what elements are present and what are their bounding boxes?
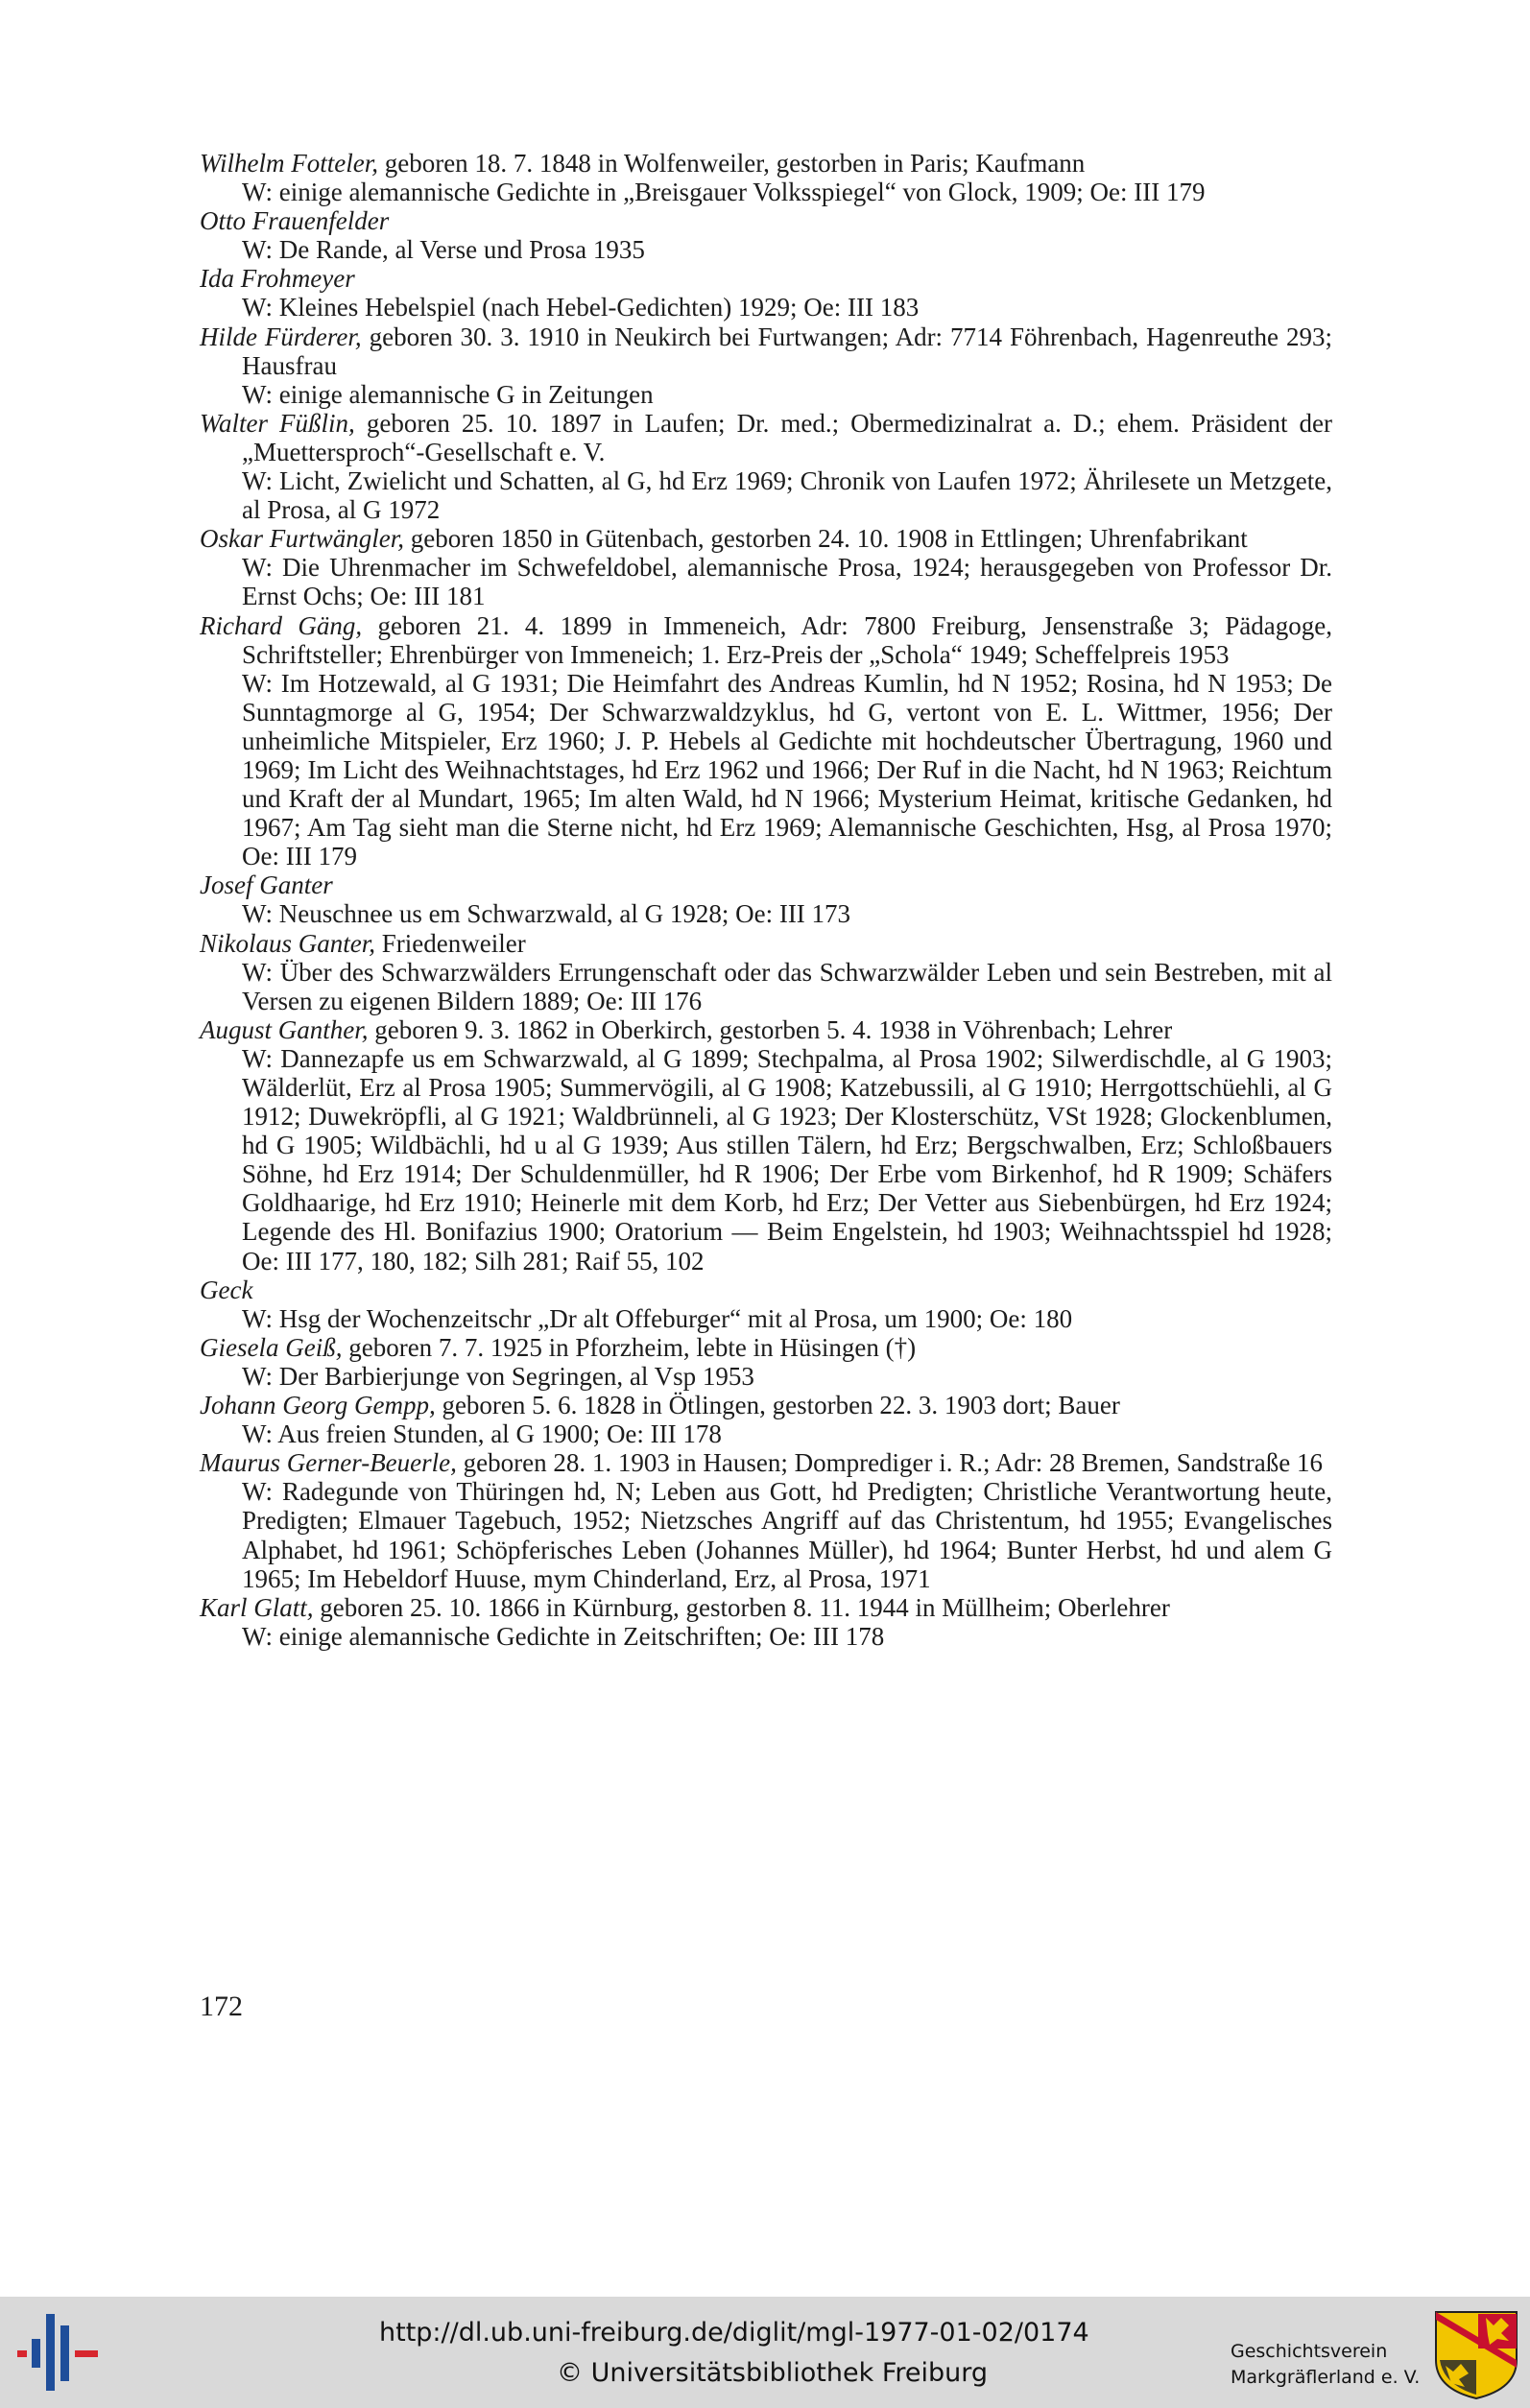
author-name: Ida Frohmeyer (200, 264, 355, 294)
works-list: W: einige alemannische G in Zeitungen (242, 379, 654, 409)
author-heading (200, 409, 1332, 466)
works-list: W: Aus freien Stunden, al G 1900; Oe: III 178 (242, 1419, 722, 1449)
author-name: Josef Ganter (200, 870, 333, 900)
author-entry (200, 1333, 1332, 1391)
author-entry (200, 264, 1332, 322)
author-entry (200, 149, 1332, 206)
works-list: W: De Rande, al Verse und Prosa 1935 (242, 235, 645, 265)
works-list: W: Neuschnee us em Schwarzwald, al G 1928; Oe: III 173 (242, 899, 851, 929)
society-line-1: Geschichtsverein (1231, 2341, 1388, 2362)
author-details: geboren 9. 3. 1862 in Oberkirch, gestorben 5. 4. 1938 in Vöhrenbach; Lehrer (368, 1014, 1173, 1044)
works-list: W: Hsg der Wochenzeitschr „Dr alt Offeburger“ mit al Prosa, um 1900; Oe: 180 (242, 1303, 1073, 1333)
society-line-2: Markgräflerland e. V. (1231, 2367, 1421, 2388)
author-details: geboren 1850 in Gütenbach, gestorben 24. 10. 1908 in Ettlingen; Uhrenfabrikant (404, 524, 1248, 554)
author-heading (200, 524, 1332, 553)
author-details: geboren 28. 1. 1903 in Hausen; Domprediger i. R.; Adr: 28 Bremen, Sandstraße 16 (456, 1448, 1323, 1478)
author-name: Richard Gäng, (200, 610, 363, 640)
author-details: geboren 7. 7. 1925 in Pforzheim, lebte in Hüsingen (†) (342, 1332, 917, 1362)
author-name: Oskar Furtwängler, (200, 524, 405, 554)
works-list: W: einige alemannische Gedichte in „Breisgauer Volksspiegel“ von Glock, 1909; Oe: III 179 (242, 178, 1206, 207)
author-entry (200, 1593, 1332, 1651)
author-heading (200, 929, 1332, 958)
author-details: geboren 21. 4. 1899 in Immeneich, Adr: 7800 Freiburg, Jensenstraße 3; Pädagoge, Schriftsteller; Ehrenbürger von Immeneich; 1. Erz-Preis der „Schola“ 1949; Scheffelpreis 1953 (242, 610, 1332, 669)
author-name: Giesela Geiß, (200, 1332, 343, 1362)
author-name: Nikolaus Ganter, (200, 928, 376, 958)
page-number: 172 (200, 1991, 243, 2022)
markgraeflerland-crest-icon (1434, 2310, 1518, 2400)
author-entry (200, 322, 1332, 409)
works-list: W: Dannezapfe us em Schwarzwald, al G 1899; Stechpalma, al Prosa 1902; Silwerdischdle, al G 1903; Wälderlüt, Erz al Prosa 1905; Summervögili, al G 1908; Katzebussili, al G 1910; Herrgottschüehli, al G 1912; Duwekröpfli, al G 1921; Waldbrünneli, al G 1923; Der Klosterschütz, VSt 1928; Glockenblumen, hd G 1905; Wildbächli, hd u al G 1939; Aus stillen Tälern, hd Erz; Bergschwalben, Erz; Schloßbauers Söhne, hd Erz 1914; Der Schuldenmüller, hd R 1906; Der Erbe vom Birkenhof, hd R 1909; Schäfers Goldhaarige, hd Erz 1910; Heinerle mit dem Korb, hd Erz; Der Vetter aus Siebenbürgen, hd Erz 1924; Legende des Hl. Bonifazius 1900; Oratorium — Beim Engelstein, hd 1903; Weihnachtsspiel hd 1928; Oe: III 177, 180, 182; Silh 281; Raif 55, 102 (242, 1043, 1332, 1276)
copyright-text: © Universitätsbibliothek Freiburg (557, 2358, 989, 2388)
author-name: Maurus Gerner-Beuerle, (200, 1448, 457, 1478)
footer-bar (0, 2297, 1530, 2408)
author-heading (200, 206, 1332, 235)
author-heading (200, 264, 1332, 293)
author-details: geboren 30. 3. 1910 in Neukirch bei Furtwangen; Adr: 7714 Föhrenbach, Hagenreuthe 293; Hausfrau (242, 322, 1332, 380)
author-heading (200, 1391, 1332, 1419)
author-details: Friedenweiler (375, 928, 526, 958)
author-entry (200, 1448, 1332, 1592)
author-name: Geck (200, 1275, 253, 1304)
works-list: W: Über des Schwarzwälders Errungenschaft oder das Schwarzwälder Leben und sein Bestreben, mit al Versen zu eigenen Bildern 1889; Oe: III 176 (242, 957, 1332, 1015)
works-list: W: Kleines Hebelspiel (nach Hebel-Gedichten) 1929; Oe: III 183 (242, 293, 920, 322)
author-entry (200, 870, 1332, 928)
author-heading (200, 322, 1332, 380)
author-name: Karl Glatt, (200, 1592, 314, 1622)
author-heading (200, 1015, 1332, 1044)
works-list: W: einige alemannische Gedichte in Zeitschriften; Oe: III 178 (242, 1621, 885, 1651)
author-details: geboren 5. 6. 1828 in Ötlingen, gestorben 22. 3. 1903 dort; Bauer (435, 1391, 1120, 1420)
author-name: August Ganther, (200, 1014, 369, 1044)
author-heading (200, 1448, 1332, 1477)
author-details: geboren 25. 10. 1897 in Laufen; Dr. med.; Obermedizinalrat a. D.; ehem. Präsident der „Muettersproch“-Gesellschaft e. V. (242, 408, 1332, 466)
author-heading (200, 1593, 1332, 1622)
works-list: W: Licht, Zwielicht und Schatten, al G, hd Erz 1969; Chronik von Laufen 1972; Ährilesete un Metzgete, al Prosa, al G 1972 (242, 466, 1332, 525)
author-entry (200, 206, 1332, 264)
author-entry (200, 1391, 1332, 1448)
document-url-link[interactable]: http://dl.ub.uni-freiburg.de/diglit/mgl-1977-01-02/0174 (379, 2318, 1089, 2348)
author-entry (200, 1015, 1332, 1276)
author-entry (200, 611, 1332, 871)
author-entry (200, 524, 1332, 610)
author-heading (200, 1333, 1332, 1362)
author-name: Wilhelm Fotteler, (200, 149, 378, 178)
author-details: geboren 18. 7. 1848 in Wolfenweiler, gestorben in Paris; Kaufmann (377, 149, 1086, 178)
author-heading (200, 149, 1332, 178)
author-entry (200, 409, 1332, 524)
author-entry (200, 1276, 1332, 1333)
works-list: W: Die Uhrenmacher im Schwefeldobel, alemannische Prosa, 1924; herausgegeben von Professor Dr. Ernst Ochs; Oe: III 181 (242, 553, 1332, 611)
author-heading (200, 611, 1332, 669)
author-name: Walter Füßlin, (200, 408, 355, 438)
author-heading (200, 1276, 1332, 1304)
author-heading (200, 870, 1332, 899)
works-list: W: Der Barbierjunge von Segringen, al Vsp 1953 (242, 1361, 754, 1391)
works-list: W: Im Hotzewald, al G 1931; Die Heimfahrt des Andreas Kumlin, hd N 1952; Rosina, hd N 1953; De Sunntagmorge al G, 1954; Der Schwarzwaldzyklus, hd G, vertont von E. L. Wittmer, 1956; Der unheimliche Mitspieler, Erz 1960; J. P. Hebels al Gedichte mit hochdeutscher Übertragung, 1960 und 1969; Im Licht des Weihnachtstages, hd Erz 1962 und 1966; Der Ruf in die Nacht, hd N 1963; Reichtum und Kraft der al Mundart, 1965; Im alten Wald, hd N 1966; Mysterium Heimat, kritische Gedanken, hd 1967; Am Tag sieht man die Sterne nicht, hd Erz 1969; Alemannische Geschichten, Hsg, al Prosa 1970; Oe: III 179 (242, 668, 1332, 871)
society-name (1231, 2339, 1430, 2391)
works-list: W: Radegunde von Thüringen hd, N; Leben aus Gott, hd Predigten; Christliche Verantwortung heute, Predigten; Elmauer Tagebuch, 1952; Nietzsches Angriff auf das Christentum, hd 1955; Evangelisches Alphabet, hd 1961; Schöpferisches Leben (Johannes Müller), hd 1964; Bunter Herbst, hd und alem G 1965; Im Hebeldorf Huuse, mym Chinderland, Erz, al Prosa, 1971 (242, 1477, 1332, 1593)
author-name: Johann Georg Gempp, (200, 1391, 436, 1420)
author-name: Otto Frauenfelder (200, 206, 390, 236)
author-name: Hilde Fürderer, (200, 322, 362, 351)
ub-freiburg-logo-icon (17, 2312, 100, 2393)
author-entry (200, 929, 1332, 1015)
author-details: geboren 25. 10. 1866 in Kürnburg, gestorben 8. 11. 1944 in Müllheim; Oberlehrer (313, 1592, 1170, 1622)
author-entries (200, 149, 1332, 1651)
